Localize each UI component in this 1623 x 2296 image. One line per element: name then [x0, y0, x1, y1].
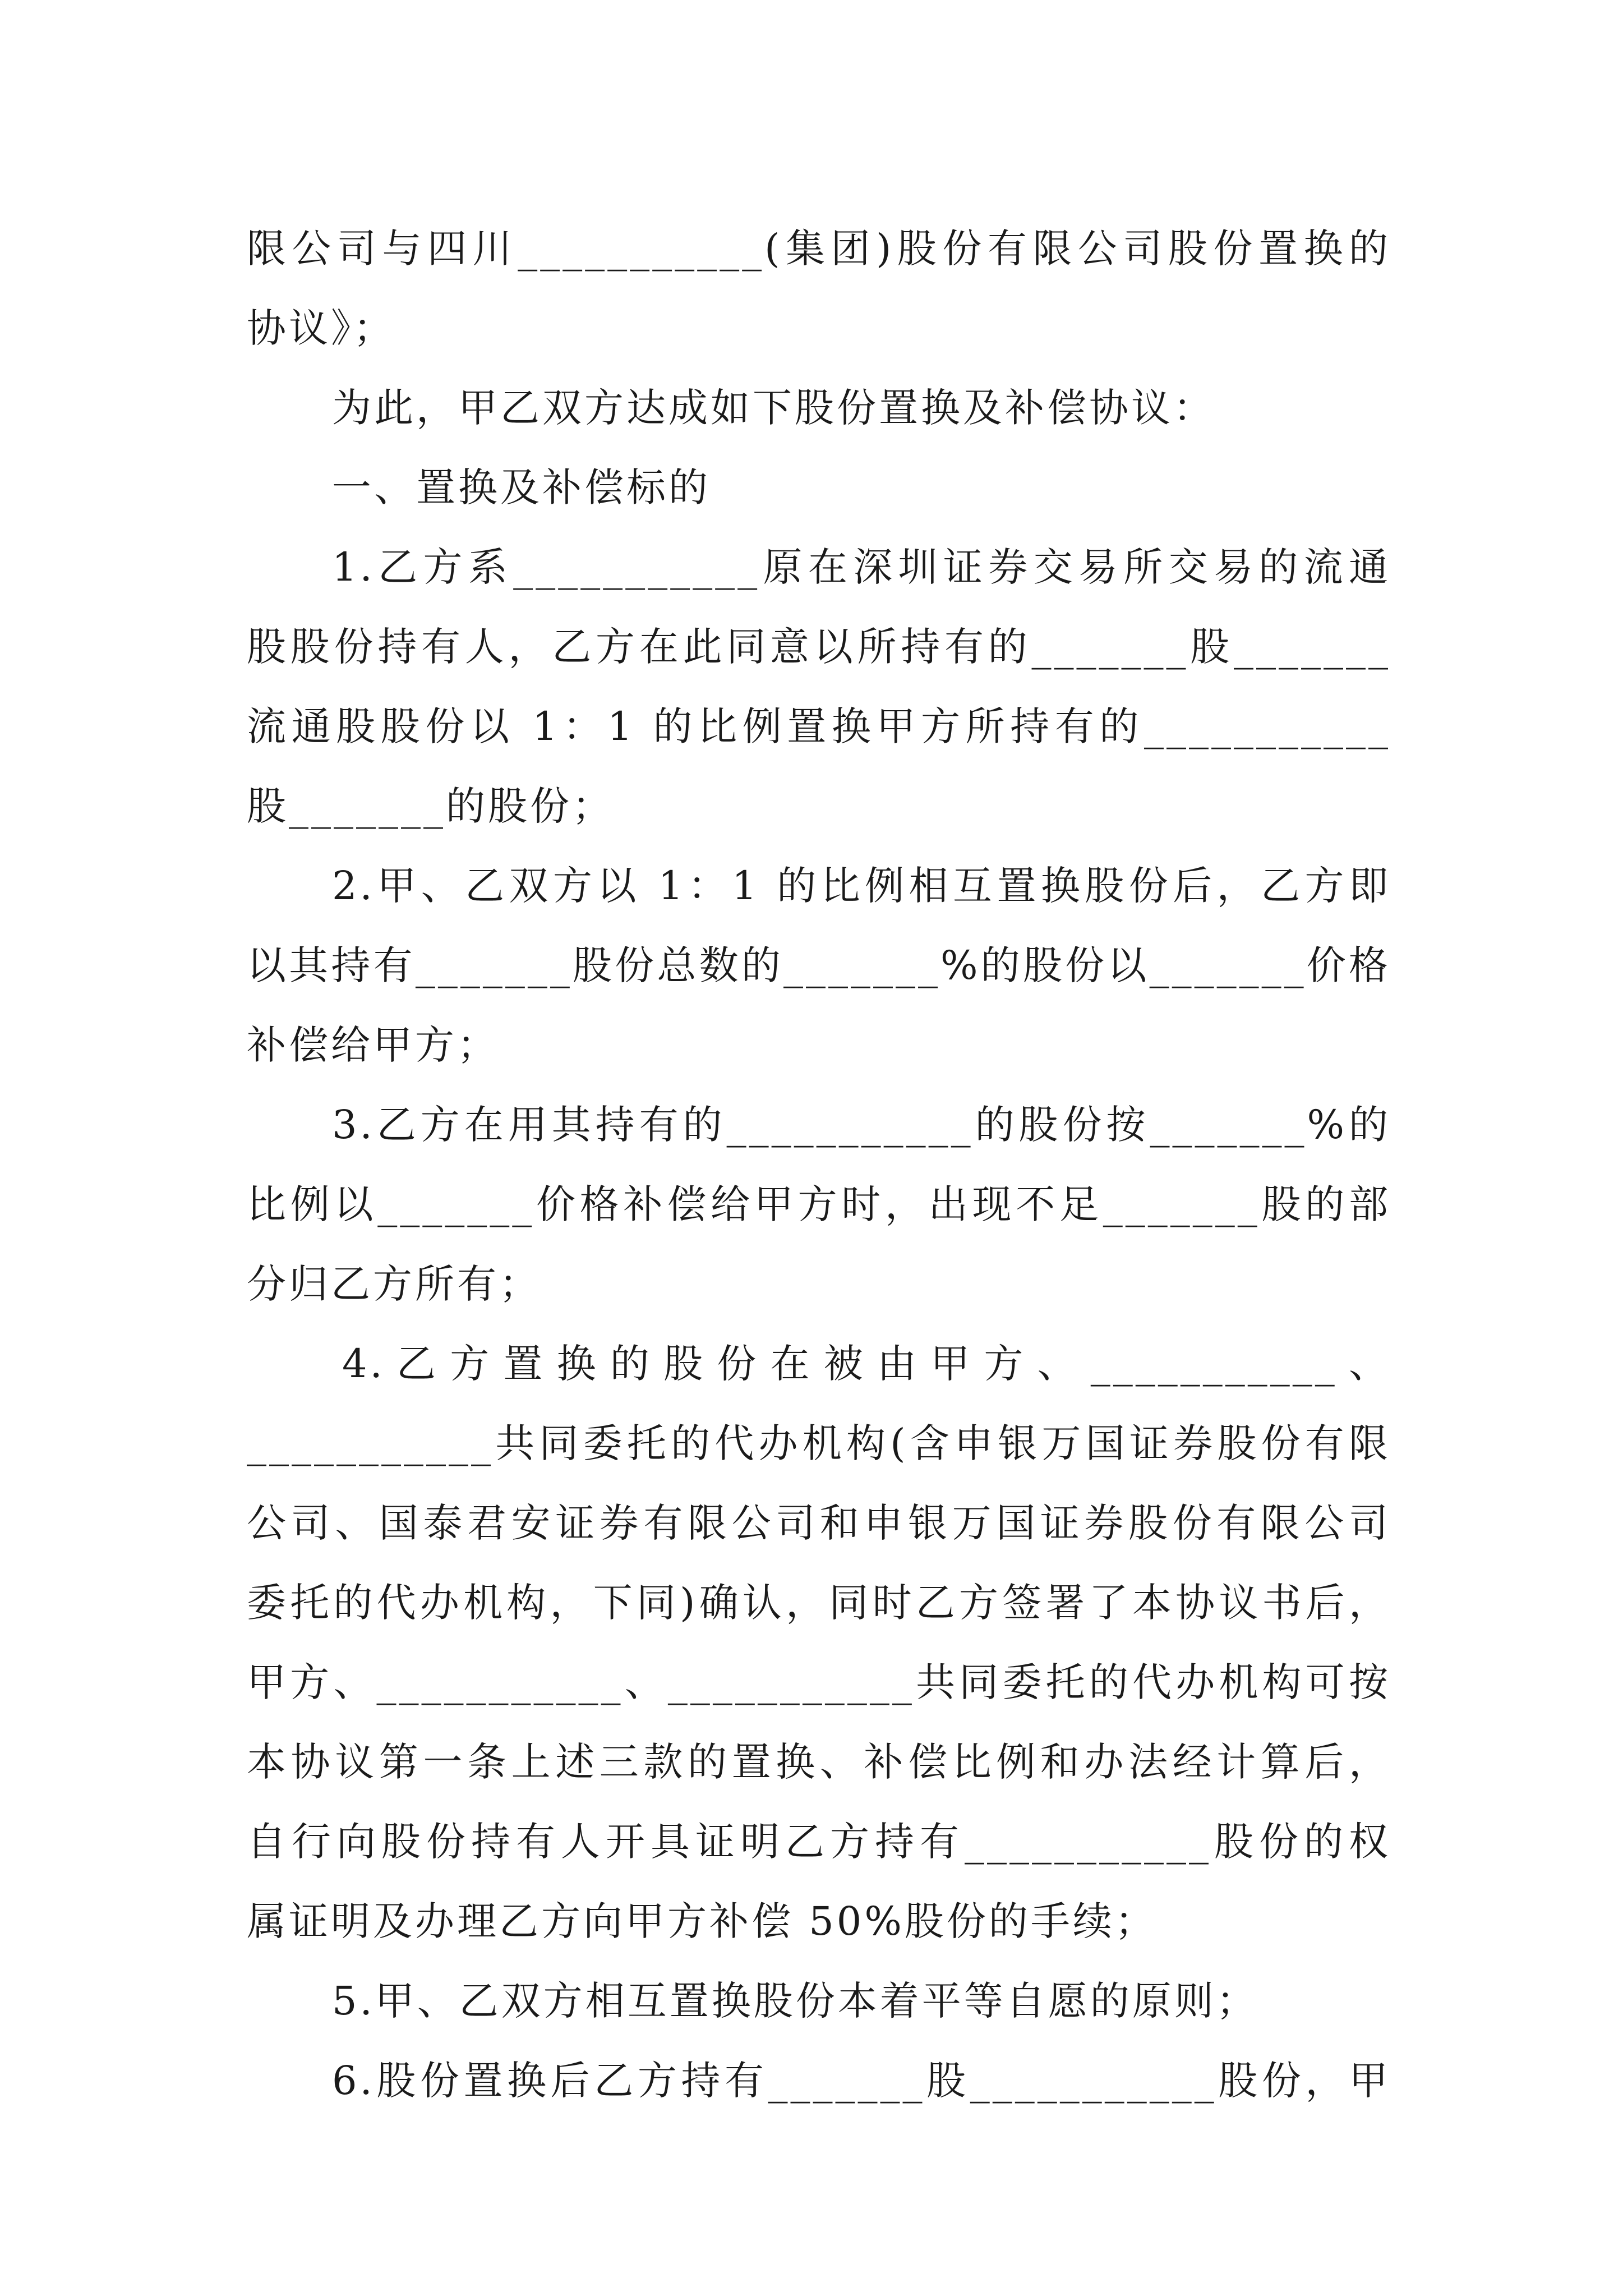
body-line: 以其持有_______股份总数的_______%的股份以_______价格 — [247, 942, 1391, 988]
body-line: 甲方、___________、___________共同委托的代办机构可按 — [247, 1659, 1391, 1705]
body-line: 自行向股份持有人开具证明乙方持有___________股份的权 — [247, 1819, 1391, 1865]
body-line: 本协议第一条上述三款的置换、补偿比例和办法经计算后， — [247, 1739, 1391, 1785]
body-line: 限公司与四川___________(集团)股份有限公司股份置换的 — [247, 226, 1391, 272]
body-line: 比例以_______价格补偿给甲方时，出现不足_______股的部 — [247, 1181, 1391, 1227]
section-heading: 一、置换及补偿标的 — [332, 464, 711, 510]
body-line: 4.乙方置换的股份在被由甲方、___________、 — [342, 1341, 1391, 1387]
body-line: 股_______的股份； — [247, 783, 614, 829]
body-line: 6.股份置换后乙方持有_______股___________股份，甲 — [332, 2058, 1391, 2104]
body-line: 3.乙方在用其持有的___________的股份按_______%的 — [332, 1102, 1391, 1148]
body-line: ___________共同委托的代办机构(含申银万国证券股份有限 — [247, 1420, 1391, 1466]
body-line: 补偿给甲方； — [247, 1022, 499, 1068]
body-line: 股股份持有人，乙方在此同意以所持有的_______股_______ — [247, 624, 1391, 670]
body-line: 流通股股份以 1：1 的比例置换甲方所持有的___________ — [247, 703, 1391, 749]
body-line: 1.乙方系___________原在深圳证券交易所交易的流通 — [332, 544, 1391, 590]
body-line: 属证明及办理乙方向甲方补偿 50%股份的手续； — [247, 1898, 1157, 1944]
body-line: 5.甲、乙双方相互置换股份本着平等自愿的原则； — [332, 1978, 1258, 2024]
body-line: 公司、国泰君安证券有限公司和申银万国证券股份有限公司 — [247, 1500, 1391, 1546]
body-line: 2.甲、乙双方以 1：1 的比例相互置换股份后，乙方即 — [332, 863, 1391, 909]
body-line: 委托的代办机构，下同)确认，同时乙方签署了本协议书后， — [247, 1580, 1391, 1626]
agreement-body — [247, 209, 1391, 2120]
body-line: 为此，甲乙双方达成如下股份置换及补偿协议： — [332, 385, 1215, 431]
body-line: 协议》； — [247, 305, 395, 351]
body-line: 分归乙方所有； — [247, 1261, 541, 1307]
